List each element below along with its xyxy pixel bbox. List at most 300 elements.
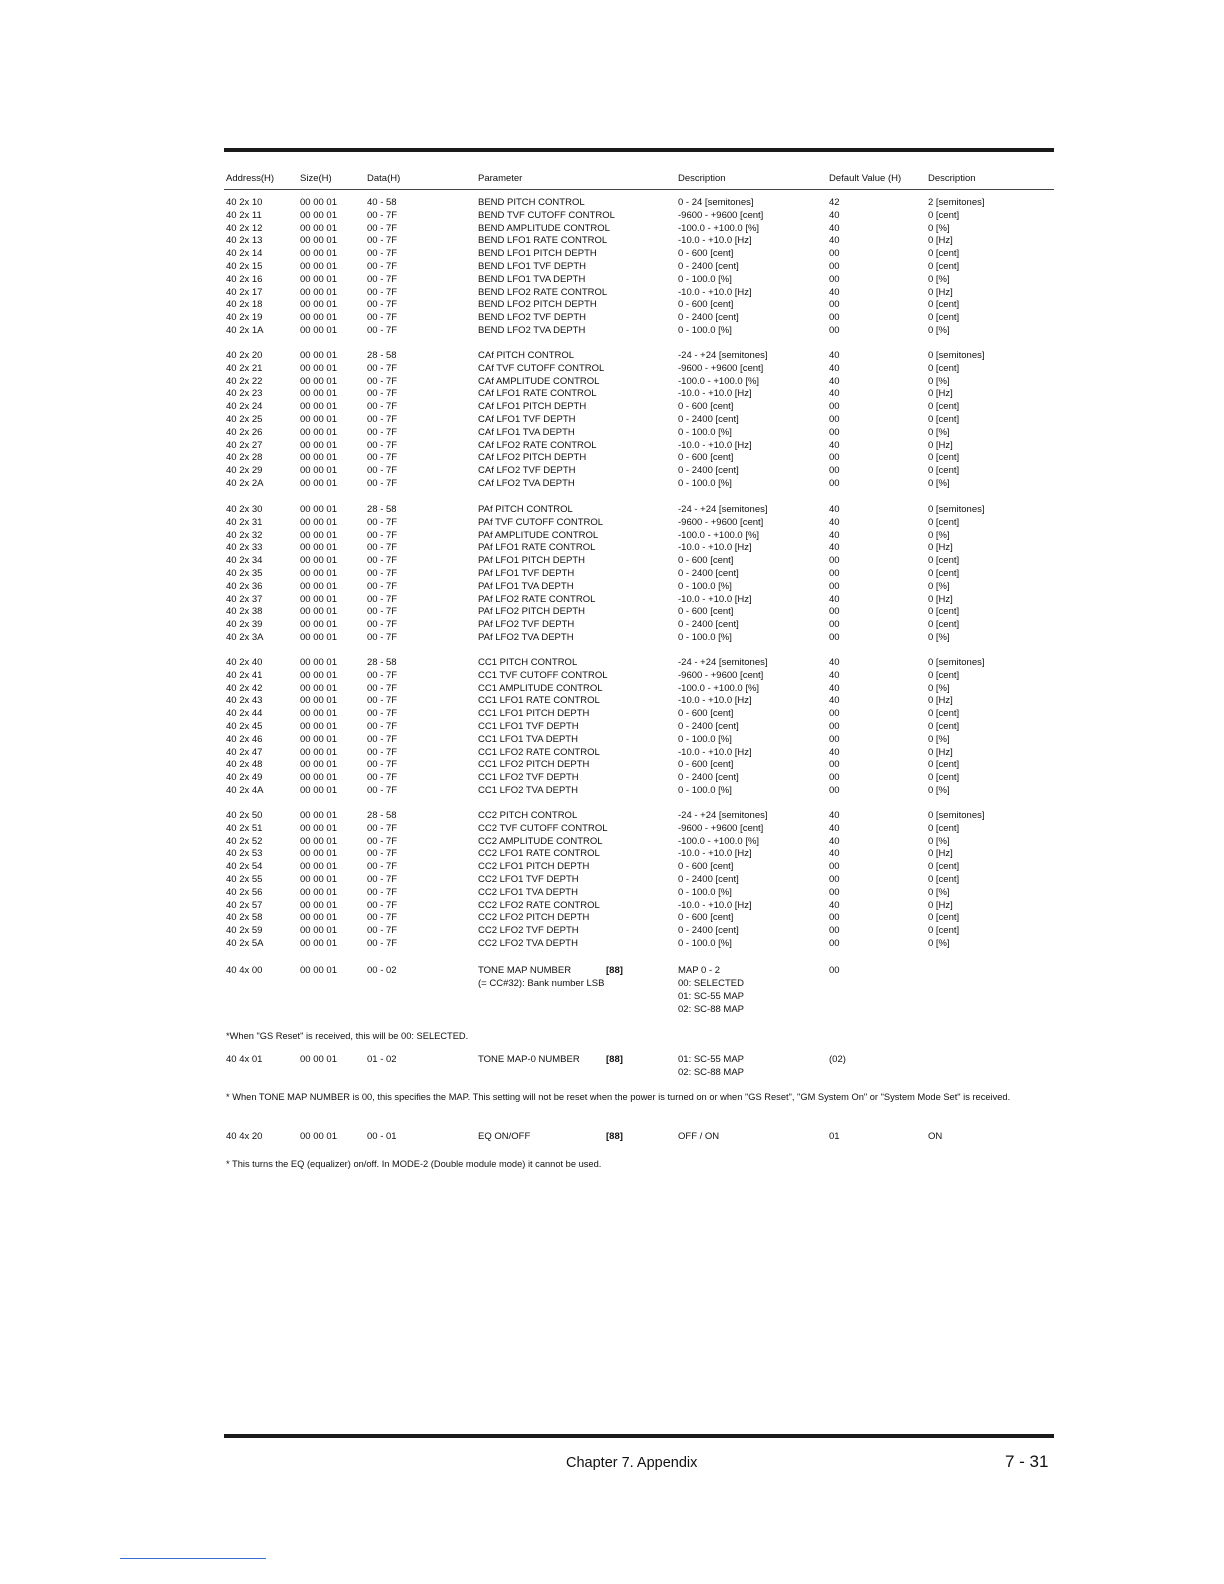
table-row <box>0 427 1224 440</box>
row-description: 0 - 600 [cent] <box>678 248 734 260</box>
row-address: 40 2x 31 <box>226 516 263 528</box>
row-description: 0 - 100.0 [%] <box>678 631 732 643</box>
row-parameter: CC2 LFO1 TVF DEPTH <box>478 873 579 885</box>
table-row <box>0 197 1224 210</box>
row-address: 40 2x 45 <box>226 720 263 732</box>
row-parameter: CC2 AMPLITUDE CONTROL <box>478 835 603 847</box>
row-address: 40 2x 48 <box>226 759 263 771</box>
table-row <box>0 274 1224 287</box>
tone-map0-parameter: TONE MAP-0 NUMBER <box>478 1054 580 1065</box>
row-size: 00 00 01 <box>300 299 337 311</box>
row-data: 00 - 7F <box>367 899 398 911</box>
eq-description: OFF / ON <box>678 1131 720 1142</box>
row-default: 00 <box>829 733 840 745</box>
row-address: 40 2x 20 <box>226 350 263 361</box>
table-row <box>0 581 1224 594</box>
row-default-description: 0 [Hz] <box>928 235 953 247</box>
table-row <box>0 210 1224 223</box>
table-row <box>0 848 1224 861</box>
note-gs-reset: *When "GS Reset" is received, this will be 00: SELECTED. <box>226 1031 469 1041</box>
table-row <box>0 683 1224 696</box>
header-size: Size(H) <box>300 173 332 184</box>
row-default: 40 <box>829 209 840 221</box>
row-address: 40 2x 4A <box>226 784 264 796</box>
row-parameter: CAf PITCH CONTROL <box>478 350 575 361</box>
row-default-description: 0 [cent] <box>928 401 960 413</box>
row-default: 00 <box>829 912 840 924</box>
row-description: 0 - 600 [cent] <box>678 555 734 567</box>
row-description: -100.0 - +100.0 [%] <box>678 222 760 234</box>
row-data: 00 - 7F <box>367 235 398 247</box>
row-data: 00 - 7F <box>367 413 398 425</box>
row-default: 00 <box>829 772 840 784</box>
row-data: 00 - 7F <box>367 375 398 387</box>
row-description: -24 - +24 [semitones] <box>678 504 768 515</box>
eq-tag: [88] <box>606 1131 623 1142</box>
row-parameter: CAf LFO2 TVA DEPTH <box>478 477 575 489</box>
row-size: 00 00 01 <box>300 260 337 272</box>
row-description: 0 - 2400 [cent] <box>678 925 739 937</box>
row-size: 00 00 01 <box>300 222 337 234</box>
row-default: 00 <box>829 886 840 898</box>
row-address: 40 2x 43 <box>226 695 263 707</box>
param-group-caf <box>0 350 1224 491</box>
row-default: 00 <box>829 861 840 873</box>
param-group-cc1 <box>0 657 1224 798</box>
row-default: 40 <box>829 388 840 400</box>
row-size: 00 00 01 <box>300 413 337 425</box>
row-size: 00 00 01 <box>300 695 337 707</box>
row-data: 00 - 7F <box>367 260 398 272</box>
row-description: 0 - 600 [cent] <box>678 299 734 311</box>
row-default: 00 <box>829 426 840 438</box>
row-description: -100.0 - +100.0 [%] <box>678 375 760 387</box>
row-address: 40 2x 21 <box>226 362 263 374</box>
row-default-description: 0 [cent] <box>928 248 960 260</box>
row-data: 00 - 7F <box>367 861 398 873</box>
table-row <box>0 759 1224 772</box>
row-size: 00 00 01 <box>300 759 337 771</box>
row-address: 40 2x 27 <box>226 439 263 451</box>
row-default: 00 <box>829 273 840 285</box>
row-parameter: PAf LFO2 PITCH DEPTH <box>478 606 585 618</box>
row-size: 00 00 01 <box>300 746 337 758</box>
row-address: 40 2x 32 <box>226 529 263 541</box>
row-default: 40 <box>829 746 840 758</box>
row-default-description: 0 [cent] <box>928 720 960 732</box>
row-description: 0 - 2400 [cent] <box>678 465 739 477</box>
table-row <box>0 401 1224 414</box>
row-size: 00 00 01 <box>300 235 337 247</box>
row-address: 40 2x 16 <box>226 273 263 285</box>
row-address: 40 2x 44 <box>226 708 263 720</box>
row-parameter: PAf LFO2 TVF DEPTH <box>478 619 575 631</box>
row-data: 00 - 7F <box>367 784 398 796</box>
row-default: 40 <box>829 222 840 234</box>
header-rule <box>224 189 1054 190</box>
row-data: 00 - 7F <box>367 631 398 643</box>
tone-map0-size: 00 00 01 <box>300 1054 337 1065</box>
param-group-paf <box>0 504 1224 645</box>
row-description: 0 - 2400 [cent] <box>678 413 739 425</box>
top-rule <box>224 148 1054 152</box>
row-description: -100.0 - +100.0 [%] <box>678 682 760 694</box>
row-address: 40 2x 5A <box>226 937 264 949</box>
row-size: 00 00 01 <box>300 912 337 924</box>
row-parameter: BEND LFO2 TVF DEPTH <box>478 312 587 324</box>
row-default-description: 0 [%] <box>928 375 950 387</box>
row-description: -10.0 - +10.0 [Hz] <box>678 695 752 707</box>
table-row <box>0 632 1224 645</box>
row-default-description: 0 [%] <box>928 631 950 643</box>
table-row <box>0 440 1224 453</box>
row-default: 00 <box>829 631 840 643</box>
row-data: 00 - 7F <box>367 555 398 567</box>
row-address: 40 2x 23 <box>226 388 263 400</box>
row-description: -10.0 - +10.0 [Hz] <box>678 899 752 911</box>
row-description: 0 - 100.0 [%] <box>678 273 732 285</box>
tone-map-data: 00 - 02 <box>367 965 397 976</box>
row-default-description: 0 [cent] <box>928 567 960 579</box>
row-size: 00 00 01 <box>300 848 337 860</box>
row-data: 00 - 7F <box>367 695 398 707</box>
row-address: 40 2x 25 <box>226 413 263 425</box>
row-default-description: 0 [Hz] <box>928 746 953 758</box>
row-size: 00 00 01 <box>300 477 337 489</box>
row-default-description: 0 [%] <box>928 222 950 234</box>
header-parameter: Parameter <box>478 173 523 184</box>
row-parameter: BEND LFO1 TVA DEPTH <box>478 273 586 285</box>
row-size: 00 00 01 <box>300 465 337 477</box>
eq-default: 01 <box>829 1131 840 1142</box>
header-address: Address(H) <box>226 173 275 184</box>
row-parameter: PAf PITCH CONTROL <box>478 504 573 515</box>
row-parameter: CC1 LFO2 RATE CONTROL <box>478 746 600 758</box>
row-size: 00 00 01 <box>300 426 337 438</box>
row-default-description: 0 [cent] <box>928 260 960 272</box>
row-address: 40 2x 41 <box>226 669 263 681</box>
row-data: 00 - 7F <box>367 388 398 400</box>
row-data: 00 - 7F <box>367 426 398 438</box>
row-data: 00 - 7F <box>367 848 398 860</box>
row-size: 00 00 01 <box>300 273 337 285</box>
row-default: 00 <box>829 452 840 464</box>
table-row <box>0 504 1224 517</box>
row-address: 40 2x 26 <box>226 426 263 438</box>
row-address: 40 2x 42 <box>226 682 263 694</box>
row-data: 00 - 7F <box>367 439 398 451</box>
row-default: 40 <box>829 822 840 834</box>
row-address: 40 2x 57 <box>226 899 263 911</box>
eq-address: 40 4x 20 <box>226 1131 263 1142</box>
row-default: 00 <box>829 477 840 489</box>
row-default: 40 <box>829 848 840 860</box>
row-data: 00 - 7F <box>367 273 398 285</box>
row-size: 00 00 01 <box>300 886 337 898</box>
row-default-description: 0 [cent] <box>928 465 960 477</box>
row-address: 40 2x 17 <box>226 286 263 298</box>
row-size: 00 00 01 <box>300 504 337 515</box>
row-description: 0 - 600 [cent] <box>678 452 734 464</box>
row-description: 0 - 2400 [cent] <box>678 720 739 732</box>
row-address: 40 2x 10 <box>226 197 263 208</box>
row-default: 42 <box>829 197 840 208</box>
table-row <box>0 530 1224 543</box>
row-default: 40 <box>829 362 840 374</box>
row-size: 00 00 01 <box>300 362 337 374</box>
row-parameter: BEND LFO1 PITCH DEPTH <box>478 248 597 260</box>
row-size: 00 00 01 <box>300 619 337 631</box>
row-default: 00 <box>829 606 840 618</box>
row-parameter: BEND LFO2 PITCH DEPTH <box>478 299 597 311</box>
row-parameter: PAf LFO1 TVF DEPTH <box>478 567 575 579</box>
row-description: -10.0 - +10.0 [Hz] <box>678 388 752 400</box>
row-parameter: CAf LFO2 TVF DEPTH <box>478 465 576 477</box>
table-row <box>0 772 1224 785</box>
row-default-description: 0 [%] <box>928 580 950 592</box>
table-row <box>0 606 1224 619</box>
table-row <box>0 363 1224 376</box>
row-default-description: 0 [%] <box>928 784 950 796</box>
row-parameter: CC1 LFO1 PITCH DEPTH <box>478 708 590 720</box>
row-address: 40 2x 38 <box>226 606 263 618</box>
note-eq: * This turns the EQ (equalizer) on/off. In MODE-2 (Double module mode) it cannot be used. <box>226 1159 602 1169</box>
row-address: 40 2x 59 <box>226 925 263 937</box>
row-parameter: CC1 PITCH CONTROL <box>478 657 578 668</box>
row-data: 28 - 58 <box>367 504 397 515</box>
header-data: Data(H) <box>367 173 401 184</box>
row-default: 40 <box>829 504 840 515</box>
row-data: 00 - 7F <box>367 465 398 477</box>
row-default: 00 <box>829 465 840 477</box>
row-parameter: CC2 LFO2 RATE CONTROL <box>478 899 600 911</box>
row-default-description: 0 [Hz] <box>928 542 953 554</box>
tone-map-size: 00 00 01 <box>300 965 337 976</box>
row-parameter: CC2 TVF CUTOFF CONTROL <box>478 822 608 834</box>
row-size: 00 00 01 <box>300 682 337 694</box>
row-address: 40 2x 34 <box>226 555 263 567</box>
row-data: 00 - 7F <box>367 619 398 631</box>
row-data: 00 - 7F <box>367 873 398 885</box>
row-parameter: BEND LFO1 TVF DEPTH <box>478 260 587 272</box>
row-data: 00 - 7F <box>367 312 398 324</box>
row-address: 40 2x 54 <box>226 861 263 873</box>
row-size: 00 00 01 <box>300 835 337 847</box>
row-default: 00 <box>829 413 840 425</box>
row-default: 00 <box>829 619 840 631</box>
table-row <box>0 836 1224 849</box>
row-parameter: BEND PITCH CONTROL <box>478 197 585 208</box>
row-data: 00 - 7F <box>367 580 398 592</box>
row-default-description: 0 [Hz] <box>928 593 953 605</box>
tone-map-tag: [88] <box>606 965 623 976</box>
row-default-description: 0 [cent] <box>928 861 960 873</box>
row-size: 00 00 01 <box>300 567 337 579</box>
row-parameter: CAf LFO1 TVF DEPTH <box>478 413 576 425</box>
row-size: 00 00 01 <box>300 209 337 221</box>
row-default: 00 <box>829 260 840 272</box>
row-address: 40 2x 15 <box>226 260 263 272</box>
row-default-description: 0 [cent] <box>928 708 960 720</box>
row-default: 40 <box>829 593 840 605</box>
row-size: 00 00 01 <box>300 733 337 745</box>
row-size: 00 00 01 <box>300 388 337 400</box>
row-size: 00 00 01 <box>300 580 337 592</box>
row-parameter: CC1 LFO1 TVF DEPTH <box>478 720 579 732</box>
table-row <box>0 555 1224 568</box>
eq-data: 00 - 01 <box>367 1131 397 1142</box>
row-address: 40 2x 14 <box>226 248 263 260</box>
row-parameter: CC1 LFO1 TVA DEPTH <box>478 733 578 745</box>
row-default: 40 <box>829 695 840 707</box>
tone-map-desc-1: 00: SELECTED <box>678 978 744 989</box>
row-default-description: 0 [cent] <box>928 912 960 924</box>
row-description: -9600 - +9600 [cent] <box>678 516 764 528</box>
row-size: 00 00 01 <box>300 593 337 605</box>
row-address: 40 2x 36 <box>226 580 263 592</box>
table-row <box>0 350 1224 363</box>
row-default-description: 0 [semitones] <box>928 657 985 668</box>
row-size: 00 00 01 <box>300 350 337 361</box>
row-address: 40 2x 56 <box>226 886 263 898</box>
tone-map0-address: 40 4x 01 <box>226 1054 263 1065</box>
table-row <box>0 670 1224 683</box>
table-row <box>0 900 1224 913</box>
row-parameter: CC1 LFO1 RATE CONTROL <box>478 695 600 707</box>
row-default: 00 <box>829 299 840 311</box>
row-parameter: CC2 LFO2 TVF DEPTH <box>478 925 579 937</box>
row-description: -100.0 - +100.0 [%] <box>678 835 760 847</box>
row-description: -100.0 - +100.0 [%] <box>678 529 760 541</box>
row-description: 0 - 2400 [cent] <box>678 312 739 324</box>
row-size: 00 00 01 <box>300 669 337 681</box>
row-default: 00 <box>829 580 840 592</box>
row-default-description: 0 [%] <box>928 733 950 745</box>
row-description: 0 - 2400 [cent] <box>678 260 739 272</box>
row-size: 00 00 01 <box>300 925 337 937</box>
row-data: 00 - 7F <box>367 733 398 745</box>
row-address: 40 2x 37 <box>226 593 263 605</box>
tone-map-parameter-sub: (= CC#32): Bank number LSB <box>478 978 605 989</box>
row-description: 0 - 100.0 [%] <box>678 477 732 489</box>
row-default: 00 <box>829 312 840 324</box>
row-address: 40 2x 49 <box>226 772 263 784</box>
table-row <box>0 861 1224 874</box>
row-default: 40 <box>829 657 840 668</box>
row-parameter: BEND AMPLITUDE CONTROL <box>478 222 610 234</box>
table-row <box>0 785 1224 798</box>
row-default: 40 <box>829 899 840 911</box>
row-default: 00 <box>829 759 840 771</box>
row-description: 0 - 100.0 [%] <box>678 580 732 592</box>
row-data: 00 - 7F <box>367 222 398 234</box>
row-default-description: 0 [%] <box>928 682 950 694</box>
row-data: 00 - 7F <box>367 746 398 758</box>
table-row <box>0 261 1224 274</box>
row-description: -24 - +24 [semitones] <box>678 350 768 361</box>
table-row <box>0 312 1224 325</box>
row-data: 00 - 7F <box>367 324 398 336</box>
row-default-description: 0 [cent] <box>928 822 960 834</box>
table-row <box>0 414 1224 427</box>
row-default: 40 <box>829 516 840 528</box>
row-size: 00 00 01 <box>300 937 337 949</box>
row-address: 40 2x 51 <box>226 822 263 834</box>
row-description: 0 - 600 [cent] <box>678 606 734 618</box>
row-default-description: 0 [Hz] <box>928 695 953 707</box>
row-address: 40 2x 40 <box>226 657 263 668</box>
row-address: 40 2x 47 <box>226 746 263 758</box>
row-size: 00 00 01 <box>300 312 337 324</box>
row-default-description: 0 [%] <box>928 886 950 898</box>
row-default-description: 0 [%] <box>928 273 950 285</box>
row-size: 00 00 01 <box>300 516 337 528</box>
row-default-description: 0 [Hz] <box>928 899 953 911</box>
row-description: 0 - 100.0 [%] <box>678 324 732 336</box>
row-address: 40 2x 28 <box>226 452 263 464</box>
row-description: -10.0 - +10.0 [Hz] <box>678 542 752 554</box>
row-default-description: 0 [cent] <box>928 619 960 631</box>
row-address: 40 2x 19 <box>226 312 263 324</box>
table-row <box>0 938 1224 951</box>
row-parameter: CAf AMPLITUDE CONTROL <box>478 375 600 387</box>
row-default-description: 0 [Hz] <box>928 848 953 860</box>
row-address: 40 2x 39 <box>226 619 263 631</box>
row-data: 28 - 58 <box>367 350 397 361</box>
row-default-description: 0 [cent] <box>928 452 960 464</box>
row-default-description: 0 [%] <box>928 426 950 438</box>
param-group-cc2 <box>0 810 1224 951</box>
header-default-value: Default Value (H) <box>829 173 902 184</box>
row-description: 0 - 600 [cent] <box>678 401 734 413</box>
row-size: 00 00 01 <box>300 631 337 643</box>
table-row <box>0 452 1224 465</box>
row-data: 00 - 7F <box>367 248 398 260</box>
row-default: 40 <box>829 810 840 821</box>
row-description: 0 - 2400 [cent] <box>678 619 739 631</box>
row-default-description: 0 [%] <box>928 835 950 847</box>
row-data: 00 - 7F <box>367 542 398 554</box>
row-size: 00 00 01 <box>300 657 337 668</box>
eq-default-description: ON <box>928 1131 943 1142</box>
row-default-description: 0 [cent] <box>928 516 960 528</box>
row-parameter: BEND TVF CUTOFF CONTROL <box>478 209 615 221</box>
row-default: 40 <box>829 350 840 361</box>
header-description: Description <box>678 173 726 184</box>
row-parameter: CC2 LFO1 TVA DEPTH <box>478 886 578 898</box>
row-default: 40 <box>829 669 840 681</box>
row-address: 40 2x 22 <box>226 375 263 387</box>
row-address: 40 2x 53 <box>226 848 263 860</box>
row-size: 00 00 01 <box>300 822 337 834</box>
row-default: 40 <box>829 529 840 541</box>
row-parameter: PAf LFO1 RATE CONTROL <box>478 542 596 554</box>
table-row <box>0 747 1224 760</box>
row-parameter: CAf LFO1 PITCH DEPTH <box>478 401 587 413</box>
row-address: 40 2x 46 <box>226 733 263 745</box>
row-parameter: PAf AMPLITUDE CONTROL <box>478 529 599 541</box>
tone-map-desc-3: 02: SC-88 MAP <box>678 1004 744 1015</box>
row-description: -10.0 - +10.0 [Hz] <box>678 848 752 860</box>
row-parameter: CC1 LFO2 TVF DEPTH <box>478 772 579 784</box>
row-default: 00 <box>829 324 840 336</box>
row-size: 00 00 01 <box>300 899 337 911</box>
table-row <box>0 248 1224 261</box>
row-parameter: CAf LFO1 RATE CONTROL <box>478 388 597 400</box>
row-address: 40 2x 13 <box>226 235 263 247</box>
row-data: 00 - 7F <box>367 925 398 937</box>
row-default-description: 0 [cent] <box>928 606 960 618</box>
